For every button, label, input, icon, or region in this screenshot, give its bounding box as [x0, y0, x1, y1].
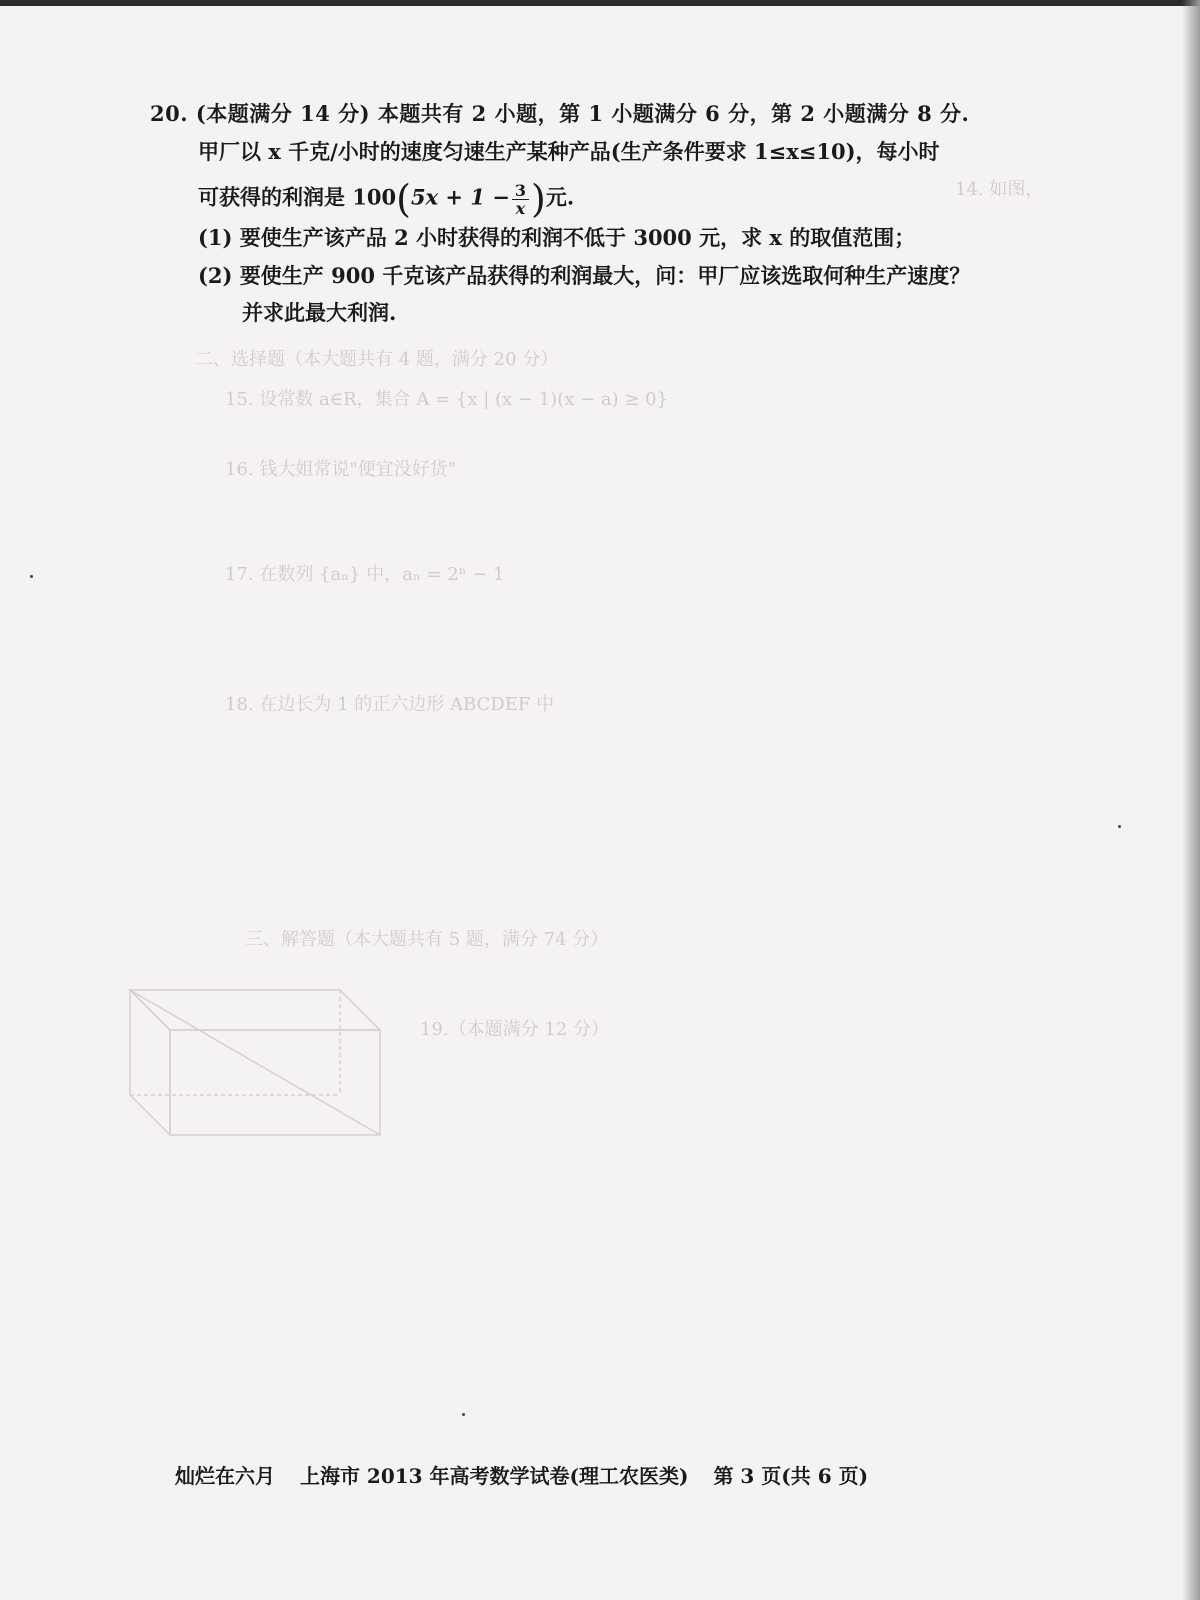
question-20-part-1: (1) 要使生产该产品 2 小时获得的利润不低于 3000 元，求 x 的取值范围；: [198, 225, 916, 250]
scan-speck: [1118, 825, 1121, 828]
question-20-stem: 甲厂以 x 千克/小时的速度匀速生产某种产品(生产条件要求 1≤x≤10)，每小时: [198, 139, 940, 164]
profit-suffix: 元.: [545, 184, 575, 210]
bleed-through-text: 14. 如图，: [955, 179, 1044, 200]
close-paren: ): [531, 177, 546, 221]
question-20-part-2-continued: 并求此最大利润.: [242, 300, 397, 325]
question-20-profit-formula: [198, 177, 575, 221]
footer-page-number: 第 3 页(共 6 页): [713, 1464, 869, 1488]
bleed-through-text: 15. 设常数 a∈R，集合 A = {x | (x − 1)(x − a) ≥ 0}: [225, 389, 669, 410]
question-20-part-2: (2) 要使生产 900 千克该产品获得的利润最大，问：甲厂应该选取何种生产速度？: [198, 263, 971, 288]
fraction: [512, 182, 529, 217]
footer-slogan: 灿烂在六月: [175, 1464, 275, 1488]
fraction-numerator: 3: [512, 182, 529, 200]
question-20-header: 20. (本题满分 14 分) 本题共有 2 小题，第 1 小题满分 6 分，第 2 小题满分 8 分.: [150, 101, 970, 126]
bleed-through-text: 二、选择题（本大题共有 4 题，满分 20 分）: [195, 349, 559, 370]
bleed-through-figure: [110, 970, 400, 1170]
profit-expression: 5x + 1 −: [410, 184, 510, 210]
bleed-through-text: 18. 在边长为 1 的正六边形 ABCDEF 中: [225, 694, 555, 715]
bleed-through-text: 17. 在数列 {aₙ} 中，aₙ = 2ⁿ − 1: [225, 564, 505, 585]
footer-exam-title: 上海市 2013 年高考数学试卷(理工农医类): [299, 1464, 689, 1488]
scan-speck: [462, 1413, 465, 1416]
scan-speck: [30, 575, 33, 578]
fraction-denominator: x: [515, 198, 526, 218]
open-paren: (: [396, 177, 411, 221]
bleed-through-text: 三、解答题（本大题共有 5 题，满分 74 分）: [245, 929, 609, 950]
page-footer: [175, 1460, 1055, 1489]
bleed-through-text: 19.（本题满分 12 分）: [420, 1019, 609, 1040]
bleed-through-text: 16. 钱大姐常说"便宜没好货": [225, 459, 456, 480]
profit-prefix: 可获得的利润是 100: [198, 184, 397, 210]
